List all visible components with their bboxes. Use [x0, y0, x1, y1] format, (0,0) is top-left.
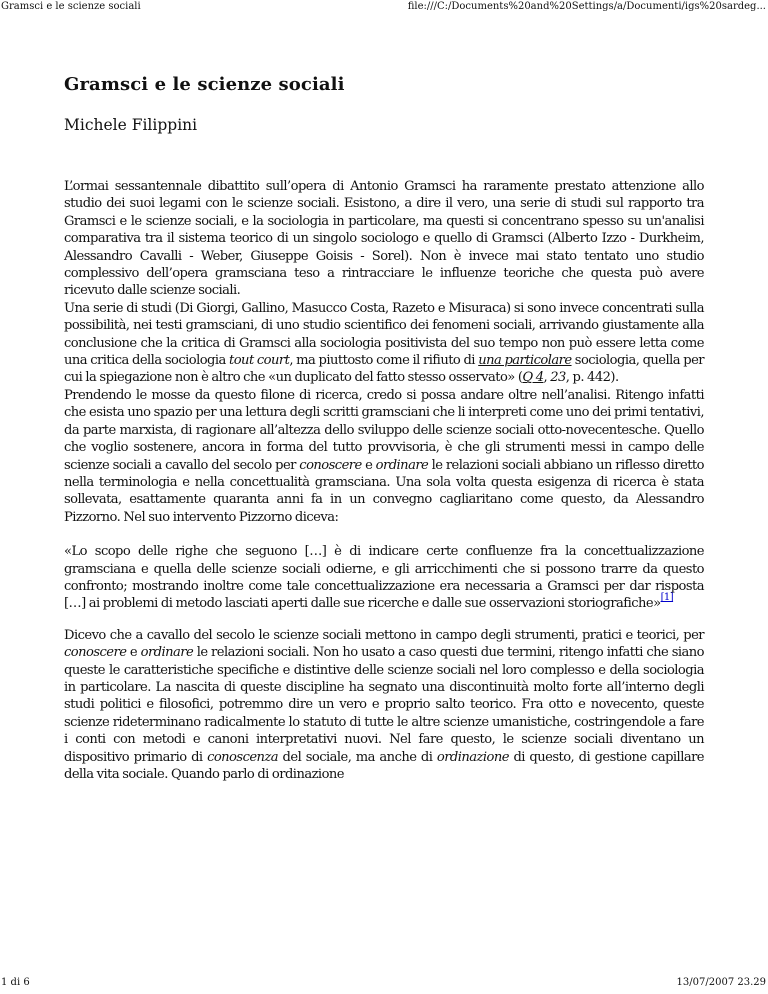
article-title: Gramsci e le scienze sociali: [64, 74, 345, 95]
paragraph-2: Una serie di studi (Di Giorgi, Gallino, Masucco Costa, Razeto e Misuraca) si sono invece concentrati sulla possibilità, nei testi gramsciani, di uno studio scientifico dei fenomeni sociali, arrivando giustamente alla conclusione che la critica di Gramsci alla sociologia positivista del suo tempo non può essere letta come una critica della sociologia tout court, ma piuttosto come il rifiuto di una particolare sociologia, quella per cui la spiegazione non è altro che «un duplicato del fatto stesso osservato» (Q 4, 23, p. 442).: [64, 300, 704, 386]
print-header-url: file:///C:/Documents%20and%20Settings/a/Documenti/igs%20sardeg...: [407, 1, 766, 12]
print-header-title: Gramsci e le scienze sociali: [1, 1, 141, 12]
article-author: Michele Filippini: [64, 116, 198, 134]
print-footer: [0, 977, 768, 991]
paragraph-4: Dicevo che a cavallo del secolo le scienze sociali mettono in campo degli strumenti, pratici e teorici, per conoscere e ordinare le relazioni sociali. Non ho usato a caso questi due termini, ritengo infatti che siano queste le caratteristiche specifiche e distintive delle scienze sociali nel loro complesso e della sociologia in particolare. La nascita di queste discipline ha segnato una discontinuità molto forte all’interno degli studi politici e filosofici, potremmo dire un vero e proprio salto teorico. Fra otto e novecento, queste scienze rideterminano radicalmente lo statuto di tutte le altre scienze umanistiche, costringendole a fare i conti con metodi e canoni interpretativi nuovi. Nel fare questo, le scienze sociali diventano un dispositivo primario di conoscenza del sociale, ma anche di ordinazione di questo, di gestione capillare della vita sociale. Quando parlo di ordinazione: [64, 627, 704, 782]
paragraph-3: Prendendo le mosse da questo filone di ricerca, credo si possa andare oltre nell’analisi. Ritengo infatti che esista uno spazio per una lettura degli scritti gramsciani che li interpreti come uno dei primi tentativi, da parte marxista, di ragionare all’altezza dello sviluppo delle scienze sociali otto-novecentesche. Quello che voglio sostenere, ancora in forma del tutto provvisoria, è che gli strumenti messi in campo delle scienze sociali a cavallo del secolo per conoscere e ordinare le relazioni sociali abbiano un riflesso diretto nella terminologia e nella concettualità gramsciana. Una sola volta questa esigenza di ricerca è stata sollevata, esattamente quaranta anni fa in un convegno cagliaritano come questo, da Alessandro Pizzorno. Nel suo intervento Pizzorno diceva:: [64, 387, 704, 525]
block-quote: «Lo scopo delle righe che seguono […] è di indicare certe confluenze fra la concettualizzazione gramsciana e quella delle scienze sociali odierne, e gli arricchimenti che si possono trarre da questo confronto; mostrando inoltre come tale concettualizzazione era necessaria a Gramsci per dar risposta […] ai problemi di metodo lasciati aperti dalle sue ricerche e dalle sue osservazioni storiografiche»[1]: [64, 544, 704, 612]
article-body: [64, 178, 704, 783]
paragraph-1: L’ormai sessantennale dibattito sull’opera di Antonio Gramsci ha raramente prestato attenzione allo studio dei suoi legami con le scienze sociali. Esistono, a dire il vero, una serie di studi sul rapporto tra Gramsci e le scienze sociali, e la sociologia in particolare, ma questi si concentrano spesso su un'analisi comparativa tra il sistema teorico di un singolo sociologo e quello di Gramsci (Alberto Izzo - Durkheim, Alessandro Cavalli - Weber, Giuseppe Goisis - Sorel). Non è invece mai stato tentato uno studio complessivo dell’opera gramsciana teso a rintracciare le influenze teoriche che questa può avere ricevuto dalle scienze sociali.: [64, 179, 704, 299]
footnote-ref: [661, 592, 674, 603]
footnote-link-1[interactable]: [1]: [660, 591, 674, 603]
print-footer-datetime: 13/07/2007 23.29: [676, 977, 766, 988]
print-header: [0, 1, 768, 15]
print-footer-page: 1 di 6: [1, 977, 30, 988]
